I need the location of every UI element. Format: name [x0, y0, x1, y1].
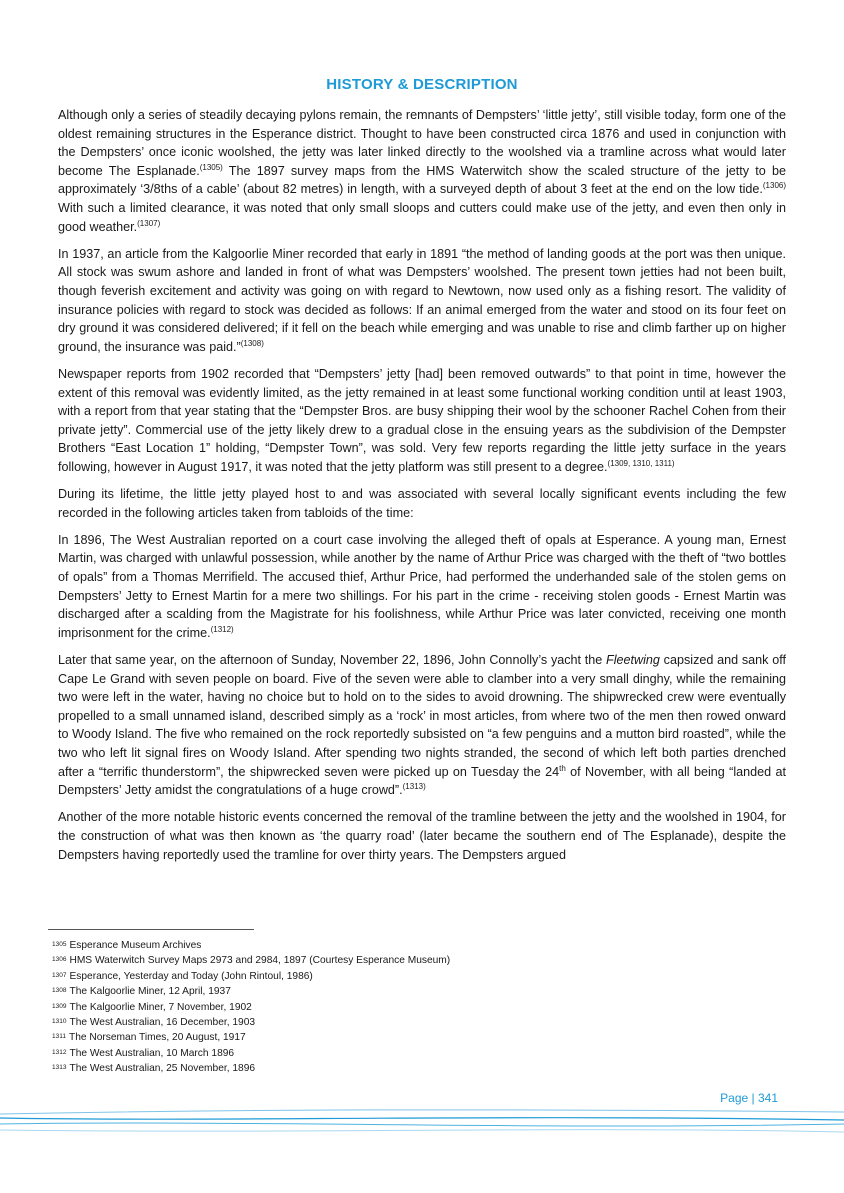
- footnote-number: 1305: [52, 941, 67, 948]
- citation-superscript: (1308): [240, 338, 264, 348]
- paragraph-text: The 1897 survey maps from the HMS Waterwitch show the scaled structure of the jetty to be approximately ‘3/8ths of a cable’ (about 82 metres) in length, with a surveyed depth of about 3 feet at the end on the low tide.: [58, 163, 786, 197]
- page-number: Page | 341: [720, 1091, 778, 1105]
- paragraph-text: In 1937, an article from the Kalgoorlie Miner recorded that early in 1891 “the method of landing goods at the port was then unique. All stock was swum ashore and landed in front of what was Dempsters’ woolshed. The present town jetties had not been built, though feverish excitement and activity was going on with regard to Newtown, now used only as a fishing resort. The validity of insurance policies with regard to stock was decided as follows: If an animal emerged from the water and stood on its four feet on dry ground it was considered delivered; if it fell on the beach while emerging and was unable to rise and climb farther up on higher ground, the insurance was paid.”: [58, 246, 786, 354]
- citation-superscript: (1307): [137, 218, 161, 228]
- footer-wave-decoration: [0, 1100, 844, 1140]
- paragraph-text: Although only a series of steadily decaying pylons remain, the remnants of Dempsters’ ‘little jetty’, still visible today, form one of the oldest remaining structures in the Esperance district. Thought to have been constructed circa 1876 and used in conjunction with the Dempsters’ once iconic woolshed, the jetty was later linked directly to the woolshed via a tramline across what would later become The Esplanade.: [58, 108, 786, 178]
- footnotes: [52, 938, 752, 1077]
- footnote-number: 1306: [52, 956, 67, 964]
- footnote-number: 1308: [52, 987, 67, 995]
- citation-superscript: (1306): [762, 181, 786, 191]
- paragraph-text: In 1896, The West Australian reported on a court case involving the alleged theft of opals at Esperance. A young man, Ernest Martin, was charged with unlawful possession, while another by the name of Arthur Price was charged with the theft of “two bottles of opals” from a Thomas Merrifield. The accused thief, Arthur Price, had performed the underhanded sale of the stolen gems on Dempsters’ Jetty to Ernest Martin for a mere two shillings. For his part in the crime - receiving stolen goods - Ernest Martin was discharged after a scalding from the Magistrate for his foolishness, while Arthur Price was later convicted, receiving one month imprisonment for the crime.: [58, 532, 786, 640]
- footnote-number: 1311: [52, 1033, 66, 1041]
- paragraph-text: With such a limited clearance, it was noted that only small sloops and cutters could make use of the jetty, and even then only in good weather.: [58, 200, 786, 234]
- footnote-separator: [48, 929, 254, 930]
- footnote-item: [52, 953, 752, 968]
- footnote-number: 1309: [52, 1002, 67, 1010]
- footnote-number: 1312: [52, 1048, 67, 1056]
- footnote-number: 1313: [52, 1064, 67, 1072]
- footnote-text: Esperance Museum Archives: [69, 940, 202, 951]
- citation-superscript: (1312): [210, 624, 234, 634]
- paragraph: [58, 365, 786, 477]
- footnote-text: The West Australian, 10 March 1896: [69, 1047, 235, 1059]
- paragraph: [58, 485, 786, 522]
- footnote-item: [52, 1061, 752, 1076]
- citation-superscript: th: [559, 763, 566, 773]
- footnote-item: [52, 984, 752, 999]
- footnote-text: The West Australian, 16 December, 1903: [69, 1017, 256, 1029]
- footnote-item: [52, 1046, 752, 1061]
- footnote-number: 1307: [52, 971, 67, 979]
- footnote-item: [52, 1030, 752, 1045]
- italic-text: Fleetwing: [606, 653, 660, 667]
- footnote-number: 1310: [52, 1018, 67, 1026]
- footnote-text: The Norseman Times, 20 August, 1917: [68, 1032, 246, 1044]
- citation-superscript: (1313): [402, 781, 426, 791]
- paragraph-text: of November, with all being “landed at Dempsters’ Jetty amidst the congratulations of a huge crowd”.: [58, 764, 786, 798]
- paragraph: [58, 106, 786, 236]
- footnote-item: [52, 969, 752, 984]
- paragraph-text: Later that same year, on the afternoon of Sunday, November 22, 1896, John Connolly’s yacht the: [58, 653, 607, 667]
- footnote-item: [52, 1000, 752, 1015]
- paragraph-text: During its lifetime, the little jetty played host to and was associated with several locally significant events including the few recorded in the following articles taken from tabloids of the time:: [58, 487, 786, 520]
- section-heading: HISTORY & DESCRIPTION: [326, 76, 518, 93]
- footnote-text: The Kalgoorlie Miner, 12 April, 1937: [69, 986, 231, 998]
- paragraph-text: capsized and sank off Cape Le Grand with seven people on board. Five of the seven were able to clamber into a very small dinghy, while the remaining two were left in the water, having no choice but to hold on to the sides to avoid drowning. The shipwrecked crew were eventually propelled to a small unnamed island, described simply as a ‘rock’ in most articles, from where two of the men then rowed onward to Woody Island. The five who remained on the rock reportedly subsisted on “a few penguins and a mutton bird roasted”, while the two who left lit signal fires on Woody Island. After spending two nights stranded, the second of which left both parties drenched after a “terrific thunderstorm”, the shipwrecked seven were picked up on Tuesday the 24: [58, 653, 786, 779]
- footnote-text: Esperance, Yesterday and Today (John Rintoul, 1986): [69, 970, 313, 982]
- paragraph-text: Newspaper reports from 1902 recorded that “Dempsters’ jetty [had] been removed outwards” to that point in time, however the extent of this removal was evidently limited, as the jetty remained in at least some functional working condition until at least 1903, with a report from that year stating that the “Dempster Bros. are busy shipping their wool by the schooner Rachel Cohen from their private jetty”. Commercial use of the jetty likely drew to a gradual close in the ensuing years as the subdivision of the Dempster Brothers “East Location 1” holding, “Dempster Town”, was sold. Very few reports regarding the little jetty surface in the years following, however in August 1917, it was noted that the jetty platform was still present to a degree.: [58, 366, 786, 474]
- paragraph: [58, 808, 786, 864]
- footnote-item: [52, 1015, 752, 1030]
- footnote-text: The West Australian, 25 November, 1896: [69, 1063, 256, 1075]
- paragraph-text: Another of the more notable historic events concerned the removal of the tramline between the jetty and the woolshed in 1904, for the construction of what was then known as ‘the quarry road’ (later became the southern end of The Esplanade), despite the Dempsters having reportedly used the tramline for over thirty years. The Dempsters argued: [58, 810, 786, 862]
- footnote-text: The Kalgoorlie Miner, 7 November, 1902: [69, 1001, 252, 1013]
- footnote-text: HMS Waterwitch Survey Maps 2973 and 2984, 1897 (Courtesy Esperance Museum): [69, 955, 451, 967]
- paragraph: [58, 245, 786, 357]
- citation-superscript: (1305): [199, 162, 223, 172]
- body-text: [58, 106, 786, 873]
- paragraph: [58, 531, 786, 643]
- footnote-item: [52, 938, 752, 953]
- citation-superscript: (1309, 1310, 1311): [607, 458, 675, 468]
- paragraph: [58, 651, 786, 800]
